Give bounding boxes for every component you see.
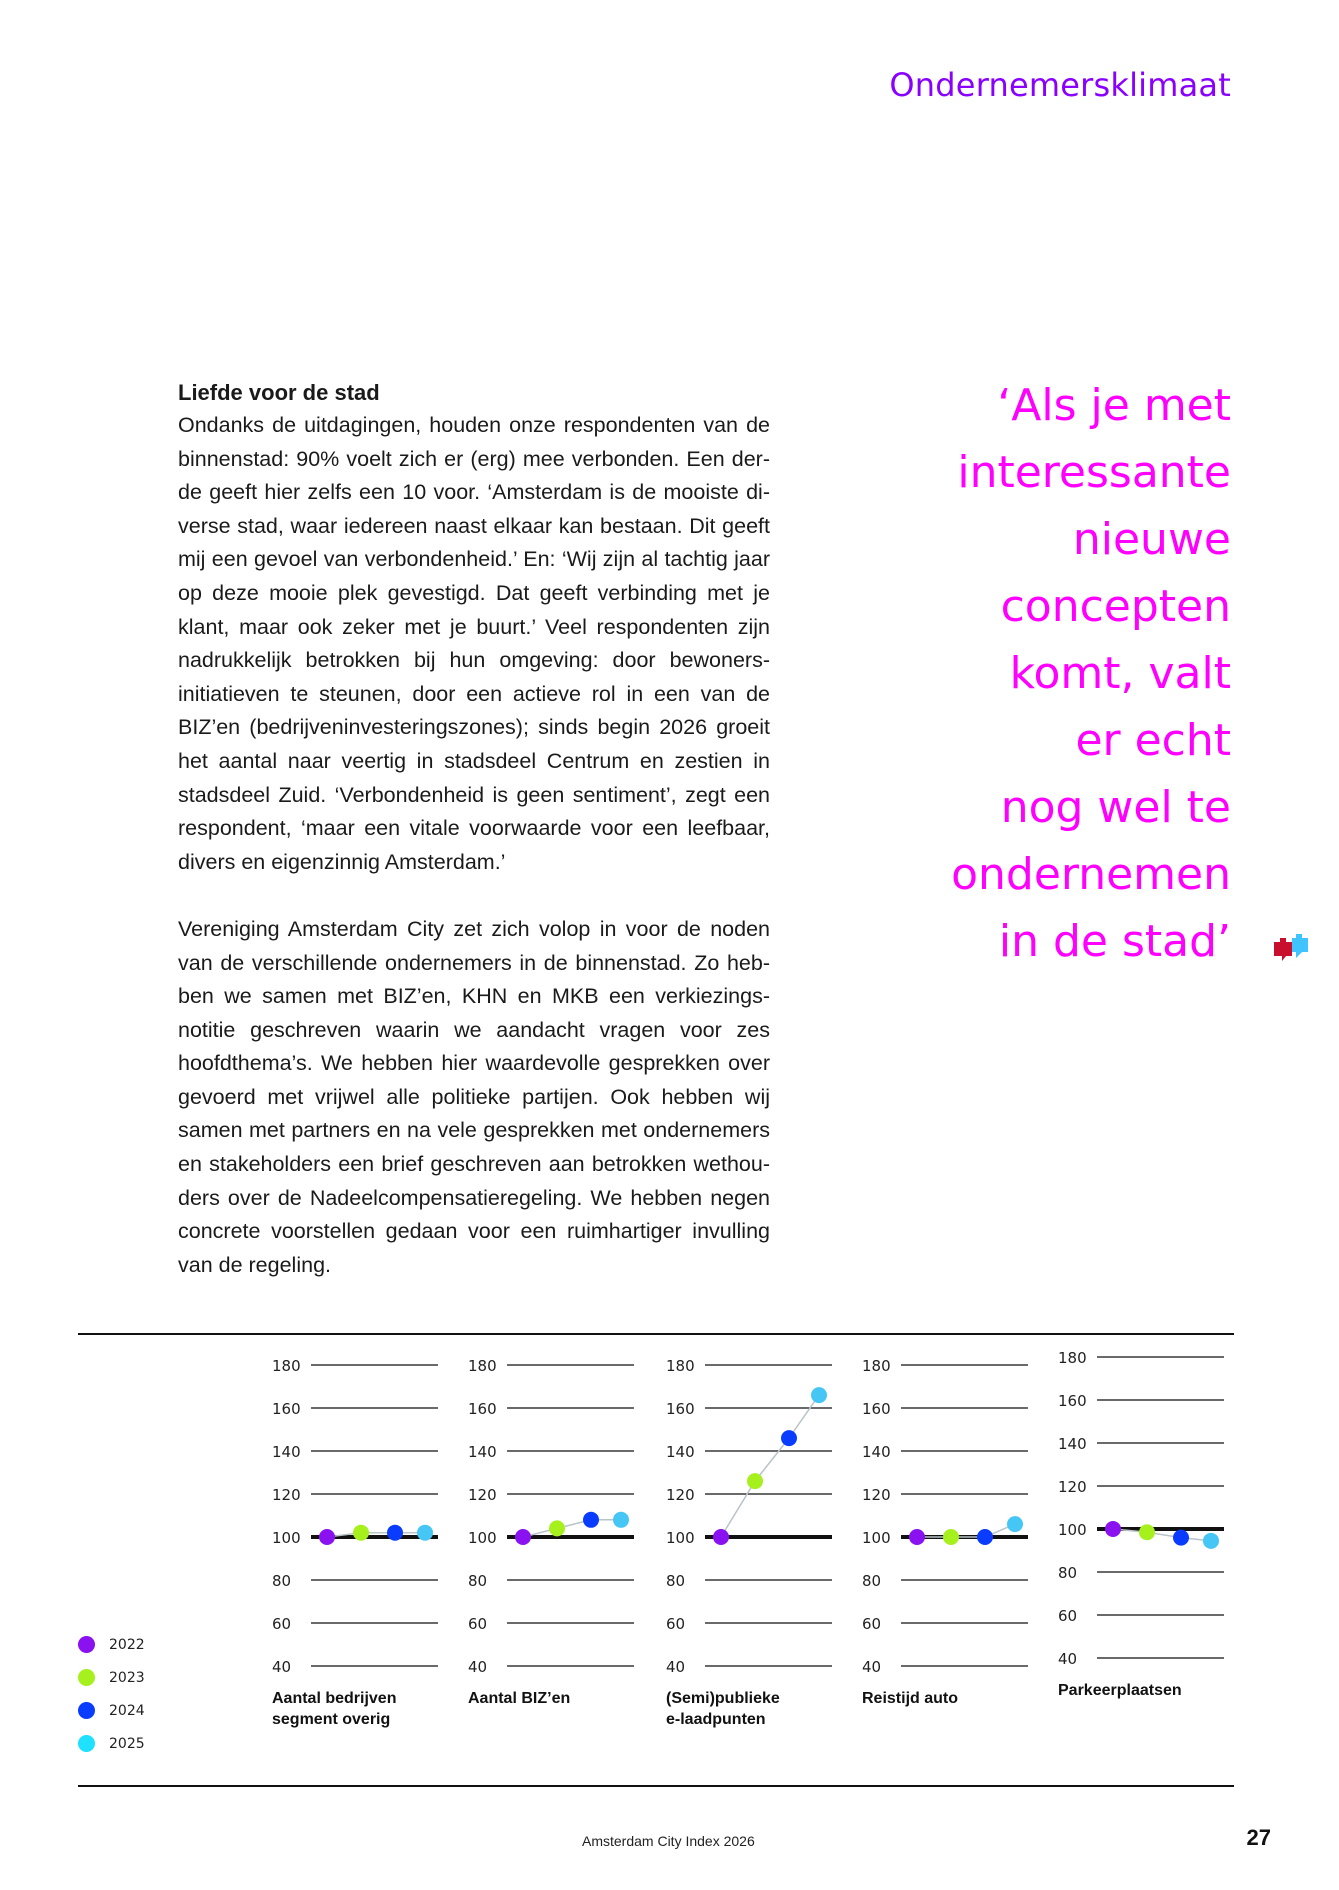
y-tick-label: 60 xyxy=(862,1615,882,1633)
y-tick-label: 180 xyxy=(862,1357,891,1375)
y-tick-label: 60 xyxy=(272,1615,292,1633)
quote-line: nieuwe xyxy=(1072,514,1231,565)
chart-title-line: Aantal bedrijven xyxy=(272,1690,397,1707)
pull-quote xyxy=(811,372,1231,975)
y-tick-label: 120 xyxy=(1058,1478,1087,1496)
article-body xyxy=(178,376,770,1282)
y-tick-label: 80 xyxy=(272,1572,292,1590)
y-tick-label: 60 xyxy=(1058,1607,1078,1625)
y-tick-label: 160 xyxy=(1058,1392,1087,1410)
y-tick-label: 140 xyxy=(862,1443,891,1461)
y-tick-label: 120 xyxy=(862,1486,891,1504)
footer-publication: Amsterdam City Index 2026 xyxy=(582,1833,755,1849)
article-paragraph: Ondanks de uitdagingen, houden onze respondenten van de binnenstad: 90% voelt zich er (erg) mee verbonden. Een derde geeft hier zelfs een 10 voor. ‘Amsterdam is de mooiste diverse stad, waar iedereen naast elkaar kan bestaan. Dit geeft mij een gevoel van verbondenheid.’ En: ‘Wij zijn al tachtig jaar op deze mooie plek gevestigd. Dat geeft verbinding met je klant, maar ook zeker met je buurt.’ Veel respondenten zijn nadrukkelijk betrokken bij hun omgeving: door bewonersinitiatieven te steunen, door een actieve rol in een van de BIZ’en (bedrijveninvesteringszones); sinds begin 2026 groeit het aantal naar veertig in stadsdeel Centrum en zestien in stadsdeel Zuid. ‘Verbondenheid is geen sentiment’, zegt een respondent, ‘maar een vitale voorwaarde voor een leefbaar, divers en eigenzinnig Amsterdam.’ xyxy=(178,413,770,874)
chart-bottom-rule xyxy=(78,1785,1234,1787)
chart-title xyxy=(666,1688,866,1730)
chart-plot xyxy=(468,1355,668,1685)
chart-reistijd-auto xyxy=(862,1355,1062,1775)
y-tick-label: 160 xyxy=(468,1400,497,1418)
page-number: 27 xyxy=(1246,1825,1271,1850)
y-tick-label: 120 xyxy=(468,1486,497,1504)
data-point-2024 xyxy=(583,1512,599,1528)
legend-dot xyxy=(78,1669,95,1686)
y-tick-label: 100 xyxy=(272,1529,301,1547)
y-tick-label: 140 xyxy=(666,1443,695,1461)
data-point-2025 xyxy=(417,1525,433,1541)
y-tick-label: 180 xyxy=(1058,1349,1087,1367)
quote-line: komt, valt xyxy=(1009,648,1231,699)
y-tick-label: 160 xyxy=(862,1400,891,1418)
legend-label: 2022 xyxy=(109,1636,145,1653)
chart-title-line: Reistijd auto xyxy=(862,1690,959,1707)
red-bubble-shape xyxy=(1274,938,1292,961)
y-tick-label: 100 xyxy=(862,1529,891,1547)
chart-legend xyxy=(78,1628,145,1760)
data-point-2022 xyxy=(713,1529,729,1545)
data-point-2022 xyxy=(909,1529,925,1545)
quote-line: in de stad’ xyxy=(998,916,1231,967)
chart-title-line: (Semi)publieke xyxy=(666,1690,780,1707)
data-point-2025 xyxy=(1203,1533,1219,1549)
data-point-2023 xyxy=(549,1520,565,1536)
chart-title xyxy=(272,1688,472,1730)
chart-aantal-biz xyxy=(468,1355,668,1775)
chart-title xyxy=(468,1688,668,1709)
legend-dot xyxy=(78,1702,95,1719)
y-tick-label: 180 xyxy=(272,1357,301,1375)
chart-e-laadpunten xyxy=(666,1355,866,1775)
chart-parkeerplaatsen xyxy=(1058,1347,1258,1767)
data-point-2022 xyxy=(1105,1521,1121,1537)
y-tick-label: 100 xyxy=(666,1529,695,1547)
chart-plot xyxy=(272,1355,472,1685)
series-line xyxy=(523,1520,621,1537)
data-point-2022 xyxy=(515,1529,531,1545)
chart-title-line: Parkeerplaatsen xyxy=(1058,1682,1182,1699)
y-tick-label: 40 xyxy=(468,1658,488,1676)
y-tick-label: 80 xyxy=(666,1572,686,1590)
y-tick-label: 160 xyxy=(272,1400,301,1418)
y-tick-label: 140 xyxy=(272,1443,301,1461)
y-tick-label: 40 xyxy=(862,1658,882,1676)
y-tick-label: 60 xyxy=(666,1615,686,1633)
data-point-2023 xyxy=(1139,1524,1155,1540)
legend-label: 2025 xyxy=(109,1735,145,1752)
legend-item-2025 xyxy=(78,1727,145,1760)
quote-line: er echt xyxy=(1075,715,1231,766)
legend-dot xyxy=(78,1735,95,1752)
data-point-2024 xyxy=(781,1430,797,1446)
quote-line: nog wel te xyxy=(1000,782,1231,833)
y-tick-label: 80 xyxy=(1058,1564,1078,1582)
legend-dot xyxy=(78,1636,95,1653)
chart-plot xyxy=(862,1355,1062,1685)
data-point-2023 xyxy=(747,1473,763,1489)
article-paragraph: Vereniging Amsterdam City zet zich volop in voor de noden van de verschillende ondernemers in de binnenstad. Zo hebben we samen met BIZ’en, KHN en MKB een verkiezingsnotitie geschreven waarin we aandacht vragen voor zes hoofdthema’s. We hebben hier waardevolle gesprekken over gevoerd met vrijwel alle politieke partijen. Ook hebben wij samen met partners en na vele gesprekken met ondernemers en stakeholders een brief geschreven aan betrokken wethouders over de Nadeelcompensatieregeling. We hebben negen concrete voorstellen gedaan voor een ruimhartiger invulling van de regeling. xyxy=(178,916,770,1277)
chart-top-rule xyxy=(78,1333,1234,1335)
chart-title-line: e-laadpunten xyxy=(666,1711,766,1728)
quote-line: interessante xyxy=(957,447,1231,498)
data-point-2023 xyxy=(353,1525,369,1541)
speech-bubbles-icon xyxy=(1274,934,1310,968)
section-title: Ondernemersklimaat xyxy=(889,66,1231,104)
series-line xyxy=(721,1395,819,1537)
chart-plot xyxy=(666,1355,866,1685)
y-tick-label: 100 xyxy=(1058,1521,1087,1539)
quote-line: ondernemen xyxy=(951,849,1231,900)
legend-label: 2023 xyxy=(109,1669,145,1686)
y-tick-label: 40 xyxy=(272,1658,292,1676)
data-point-2023 xyxy=(943,1529,959,1545)
chart-title-line: Aantal BIZ’en xyxy=(468,1690,571,1707)
blue-bubble-shape xyxy=(1292,934,1308,958)
y-tick-label: 80 xyxy=(862,1572,882,1590)
y-tick-label: 60 xyxy=(468,1615,488,1633)
y-tick-label: 40 xyxy=(1058,1650,1078,1668)
y-tick-label: 100 xyxy=(468,1529,497,1547)
chart-title xyxy=(1058,1680,1258,1701)
data-point-2025 xyxy=(811,1387,827,1403)
y-tick-label: 120 xyxy=(272,1486,301,1504)
chart-title-line: segment overig xyxy=(272,1711,391,1728)
y-tick-label: 180 xyxy=(468,1357,497,1375)
article-heading: Liefde voor de stad xyxy=(178,380,380,405)
data-point-2025 xyxy=(1007,1516,1023,1532)
chart-plot xyxy=(1058,1347,1258,1677)
legend-item-2022 xyxy=(78,1628,145,1661)
legend-item-2023 xyxy=(78,1661,145,1694)
data-point-2024 xyxy=(387,1525,403,1541)
data-point-2024 xyxy=(1173,1530,1189,1546)
y-tick-label: 140 xyxy=(1058,1435,1087,1453)
y-tick-label: 180 xyxy=(666,1357,695,1375)
data-point-2024 xyxy=(977,1529,993,1545)
legend-label: 2024 xyxy=(109,1702,145,1719)
y-tick-label: 120 xyxy=(666,1486,695,1504)
y-tick-label: 40 xyxy=(666,1658,686,1676)
legend-item-2024 xyxy=(78,1694,145,1727)
chart-aantal-bedrijven xyxy=(272,1355,472,1775)
y-tick-label: 80 xyxy=(468,1572,488,1590)
y-tick-label: 140 xyxy=(468,1443,497,1461)
y-tick-label: 160 xyxy=(666,1400,695,1418)
quote-line: ‘Als je met xyxy=(997,380,1231,431)
data-point-2022 xyxy=(319,1529,335,1545)
data-point-2025 xyxy=(613,1512,629,1528)
chart-title xyxy=(862,1688,1062,1709)
quote-line: concepten xyxy=(1000,581,1231,632)
